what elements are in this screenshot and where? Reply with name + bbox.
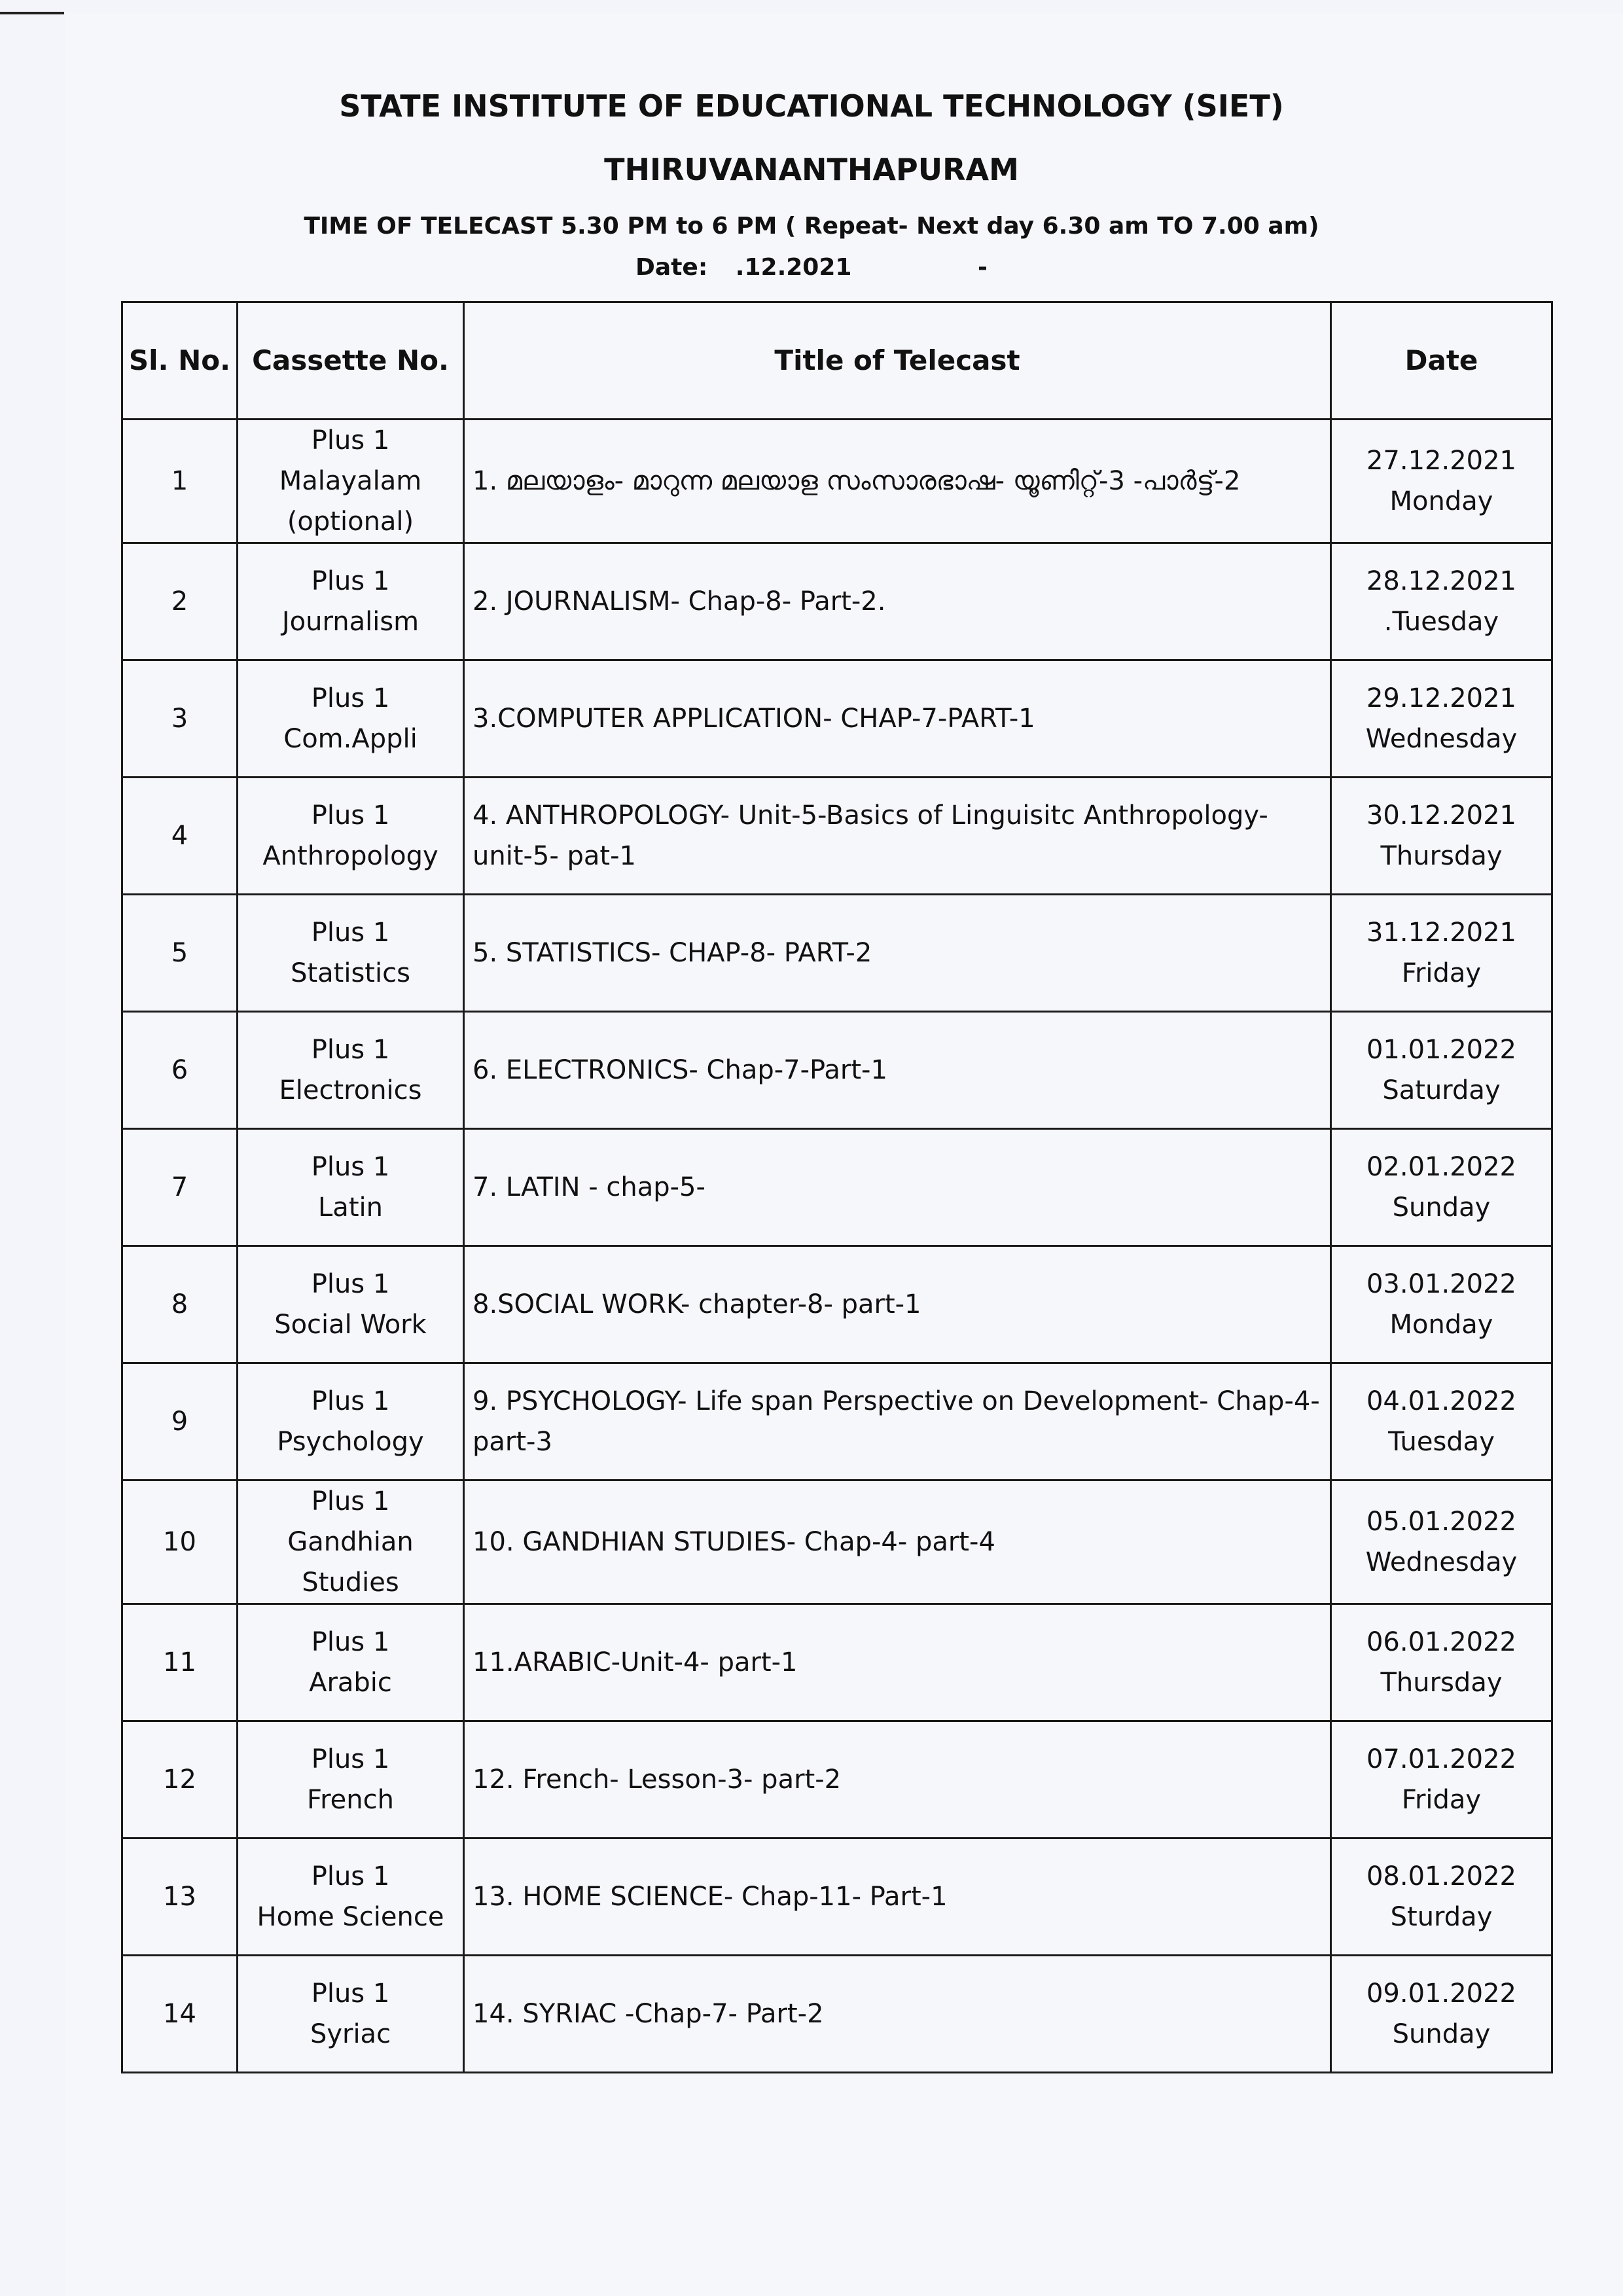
cassette-line: Home Science — [257, 1902, 444, 1932]
table-row — [122, 895, 1552, 1012]
sl-no: 10 — [122, 1480, 238, 1604]
telecast-date — [1331, 543, 1552, 660]
sl-no: 11 — [122, 1604, 238, 1721]
telecast-time: TIME OF TELECAST 5.30 PM to 6 PM ( Repeat- Next day 6.30 am TO 7.00 am) — [304, 213, 1319, 240]
telecast-date — [1331, 660, 1552, 778]
cassette-no — [238, 1246, 464, 1363]
col-header-cassette: Cassette No. — [238, 302, 464, 420]
date-text: 28.12.2021 — [1366, 566, 1517, 596]
institute-title: STATE INSTITUTE OF EDUCATIONAL TECHNOLOGY (SIET) — [339, 88, 1284, 124]
cassette-line: Plus 1 — [311, 1269, 390, 1299]
telecast-title: 12. French- Lesson-3- part-2 — [464, 1721, 1331, 1839]
date-label: Date: — [635, 254, 708, 281]
table-body — [122, 420, 1552, 2073]
cassette-no — [238, 1604, 464, 1721]
table-row — [122, 1246, 1552, 1363]
cassette-line: Latin — [318, 1193, 383, 1223]
telecast-date — [1331, 1956, 1552, 2073]
cassette-line: Statistics — [291, 958, 410, 988]
sl-no: 4 — [122, 778, 238, 895]
table-row — [122, 1956, 1552, 2073]
day-text: Tuesday — [1388, 1427, 1495, 1457]
cassette-line: Malayalam — [279, 466, 422, 496]
day-text: Monday — [1389, 1310, 1493, 1340]
cassette-line: Plus 1 — [311, 683, 390, 713]
date-text: 04.01.2022 — [1366, 1386, 1517, 1416]
telecast-date — [1331, 1012, 1552, 1129]
cassette-line: Plus 1 — [311, 1486, 390, 1516]
cassette-line: Plus 1 — [311, 918, 390, 948]
day-text: Wednesday — [1365, 1547, 1518, 1577]
cassette-no — [238, 1956, 464, 2073]
date-value: .12.2021 — [735, 254, 852, 281]
cassette-line: (optional) — [287, 507, 414, 537]
date-text: 09.01.2022 — [1366, 1979, 1517, 2009]
cassette-no — [238, 1839, 464, 1956]
day-text: Sunday — [1392, 2019, 1491, 2049]
sl-no: 1 — [122, 420, 238, 543]
cassette-line: French — [307, 1785, 394, 1815]
cassette-line: Plus 1 — [311, 1627, 390, 1657]
sl-no: 2 — [122, 543, 238, 660]
cassette-line: Plus 1 — [311, 1152, 390, 1182]
telecast-title: 1. മലയാളം- മാറുന്ന മലയാള സംസാരഭാഷ- യൂണിറ്റ്-3 -പാർട്ട്-2 — [464, 420, 1331, 543]
telecast-date — [1331, 420, 1552, 543]
date-dash: - — [978, 254, 988, 281]
cassette-no — [238, 1012, 464, 1129]
cassette-no — [238, 1721, 464, 1839]
cassette-line: Plus 1 — [311, 1386, 390, 1416]
day-text: Friday — [1401, 958, 1482, 988]
day-text: Sunday — [1392, 1193, 1491, 1223]
cassette-line: Com.Appli — [283, 724, 418, 754]
cassette-line: Plus 1 — [311, 1744, 390, 1774]
telecast-title: 4. ANTHROPOLOGY- Unit-5-Basics of Linguisitc Anthropology- unit-5- pat-1 — [464, 778, 1331, 895]
date-text: 06.01.2022 — [1366, 1627, 1517, 1657]
cassette-line: Plus 1 — [311, 1979, 390, 2009]
cassette-line: Anthropology — [262, 841, 438, 871]
telecast-date — [1331, 1480, 1552, 1604]
cassette-line: Plus 1 — [311, 1861, 390, 1892]
table-row — [122, 1604, 1552, 1721]
cassette-line: Plus 1 — [311, 566, 390, 596]
cassette-line: Plus 1 — [311, 1035, 390, 1065]
cassette-line: Syriac — [310, 2019, 391, 2049]
day-text: Monday — [1389, 486, 1493, 516]
telecast-title: 5. STATISTICS- CHAP-8- PART-2 — [464, 895, 1331, 1012]
date-text: 08.01.2022 — [1366, 1861, 1517, 1892]
day-text: Wednesday — [1365, 724, 1518, 754]
telecast-date — [1331, 895, 1552, 1012]
cassette-no — [238, 420, 464, 543]
day-text: .Tuesday — [1383, 607, 1499, 637]
telecast-date — [1331, 1246, 1552, 1363]
telecast-title: 9. PSYCHOLOGY- Life span Perspective on Development- Chap-4- part-3 — [464, 1363, 1331, 1480]
schedule-table — [121, 301, 1553, 2073]
telecast-title: 6. ELECTRONICS- Chap-7-Part-1 — [464, 1012, 1331, 1129]
day-text: Thursday — [1380, 841, 1503, 871]
telecast-title: 11.ARABIC-Unit-4- part-1 — [464, 1604, 1331, 1721]
telecast-date — [1331, 778, 1552, 895]
telecast-date — [1331, 1363, 1552, 1480]
sl-no: 5 — [122, 895, 238, 1012]
telecast-date — [1331, 1129, 1552, 1246]
table-row — [122, 1480, 1552, 1604]
cassette-line: Arabic — [309, 1668, 392, 1698]
date-text: 29.12.2021 — [1366, 683, 1517, 713]
sl-no: 7 — [122, 1129, 238, 1246]
date-text: 02.01.2022 — [1366, 1152, 1517, 1182]
date-text: 27.12.2021 — [1366, 446, 1517, 476]
cassette-no — [238, 778, 464, 895]
sl-no: 8 — [122, 1246, 238, 1363]
date-text: 07.01.2022 — [1366, 1744, 1517, 1774]
sl-no: 9 — [122, 1363, 238, 1480]
date-text: 01.01.2022 — [1366, 1035, 1517, 1065]
cassette-line: Electronics — [279, 1075, 422, 1105]
day-text: Sturday — [1390, 1902, 1493, 1932]
telecast-date — [1331, 1721, 1552, 1839]
cassette-no — [238, 543, 464, 660]
day-text: Thursday — [1380, 1668, 1503, 1698]
cassette-no — [238, 660, 464, 778]
table-row — [122, 778, 1552, 895]
telecast-title: 14. SYRIAC -Chap-7- Part-2 — [464, 1956, 1331, 2073]
cassette-no — [238, 1363, 464, 1480]
telecast-title: 8.SOCIAL WORK- chapter-8- part-1 — [464, 1246, 1331, 1363]
cassette-line: Gandhian Studies — [287, 1527, 414, 1598]
col-header-title: Title of Telecast — [464, 302, 1331, 420]
cassette-no — [238, 895, 464, 1012]
table-row — [122, 1012, 1552, 1129]
table-row — [122, 420, 1552, 543]
telecast-title: 2. JOURNALISM- Chap-8- Part-2. — [464, 543, 1331, 660]
date-text: 03.01.2022 — [1366, 1269, 1517, 1299]
sl-no: 12 — [122, 1721, 238, 1839]
table-row — [122, 543, 1552, 660]
city-title: THIRUVANANTHAPURAM — [604, 152, 1019, 187]
sl-no: 13 — [122, 1839, 238, 1956]
cassette-no — [238, 1480, 464, 1604]
sl-no: 14 — [122, 1956, 238, 2073]
cassette-line: Journalism — [281, 607, 419, 637]
sl-no: 3 — [122, 660, 238, 778]
day-text: Friday — [1401, 1785, 1482, 1815]
table-row — [122, 1129, 1552, 1246]
telecast-date — [1331, 1604, 1552, 1721]
telecast-title: 10. GANDHIAN STUDIES- Chap-4- part-4 — [464, 1480, 1331, 1604]
table-header-row — [122, 302, 1552, 420]
telecast-date — [1331, 1839, 1552, 1956]
day-text: Saturday — [1382, 1075, 1501, 1105]
cassette-line: Plus 1 — [311, 425, 390, 456]
telecast-title: 7. LATIN - chap-5- — [464, 1129, 1331, 1246]
cassette-no — [238, 1129, 464, 1246]
date-text: 05.01.2022 — [1366, 1507, 1517, 1537]
table-row — [122, 1721, 1552, 1839]
date-line — [0, 254, 1623, 281]
cassette-line: Social Work — [274, 1310, 427, 1340]
col-header-date: Date — [1331, 302, 1552, 420]
table-row — [122, 1363, 1552, 1480]
table-row — [122, 660, 1552, 778]
telecast-title: 13. HOME SCIENCE- Chap-11- Part-1 — [464, 1839, 1331, 1956]
date-text: 31.12.2021 — [1366, 918, 1517, 948]
table-row — [122, 1839, 1552, 1956]
date-text: 30.12.2021 — [1366, 800, 1517, 831]
scan-edge-mark — [0, 12, 64, 14]
cassette-line: Psychology — [277, 1427, 424, 1457]
sl-no: 6 — [122, 1012, 238, 1129]
telecast-title: 3.COMPUTER APPLICATION- CHAP-7-PART-1 — [464, 660, 1331, 778]
col-header-sl: Sl. No. — [122, 302, 238, 420]
cassette-line: Plus 1 — [311, 800, 390, 831]
